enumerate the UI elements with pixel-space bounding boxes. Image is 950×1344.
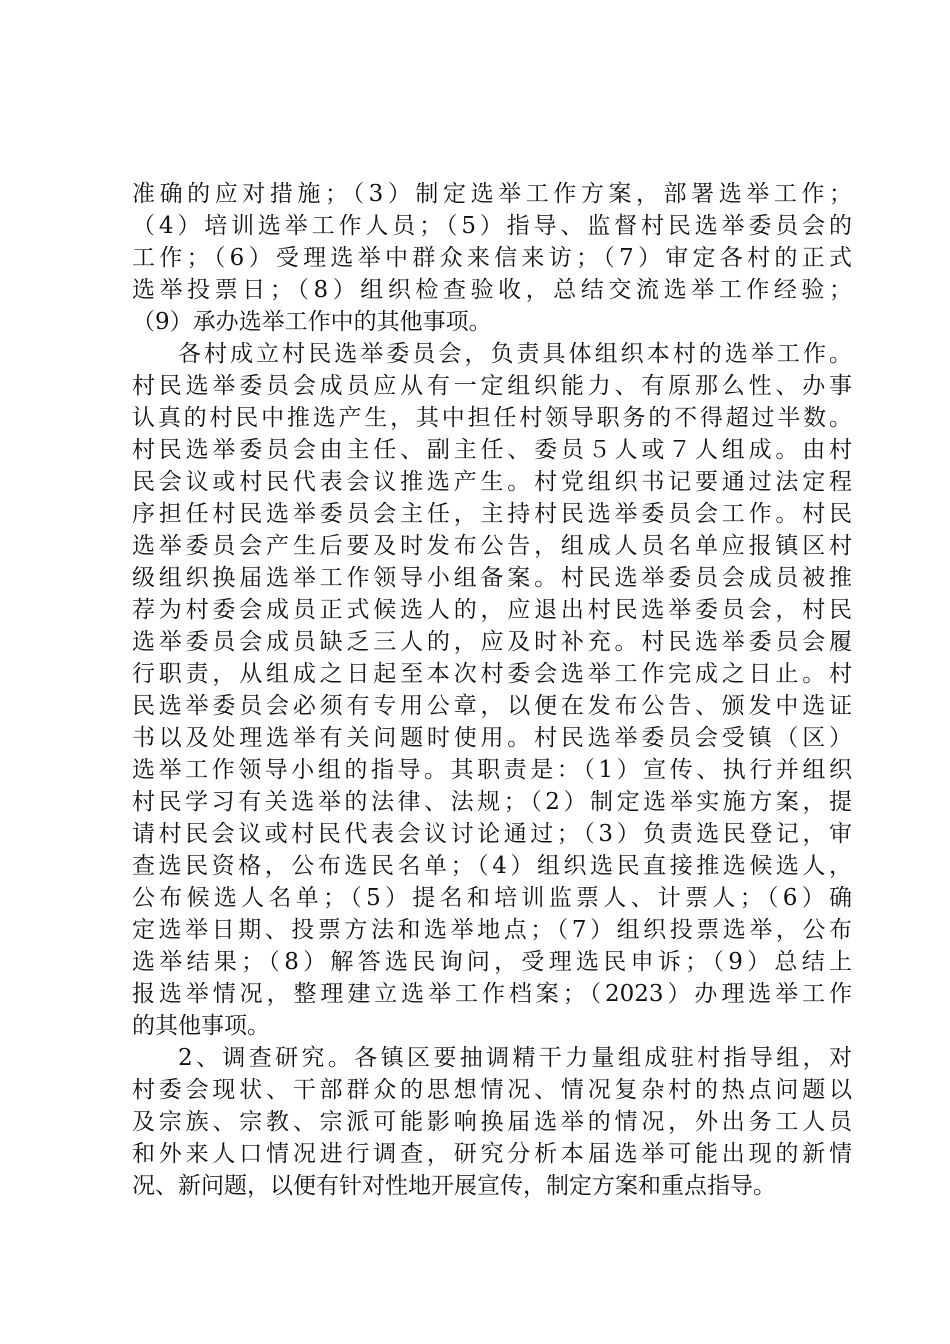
text-line: 的其他事项。 xyxy=(132,1013,270,1039)
text-line: 工作；（6）受理选举中群众来信来访；（7）审定各村的正式 xyxy=(132,245,852,271)
text-line: 选举工作领导小组的指导。其职责是：（1）宣传、执行并组织 xyxy=(132,757,852,783)
text-line: （9）承办选举工作中的其他事项。 xyxy=(132,309,492,335)
paragraph-first-line: 2、调查研究。各镇区要抽调精干力量组成驻村指导组，对 xyxy=(178,1045,852,1071)
text-line: 选举结果；（8）解答选民询问，受理选民申诉；（9）总结上 xyxy=(132,949,852,975)
text-line: 村民选举委员会成员应从有一定组织能力、有原那么性、办事 xyxy=(132,373,852,399)
text-line: 选举投票日；（8）组织检查验收，总结交流选举工作经验； xyxy=(132,277,852,303)
text-line: 查选民资格，公布选民名单；（4）组织选民直接推选候选人， xyxy=(132,853,852,879)
text-line: 认真的村民中推选产生，其中担任村领导职务的不得超过半数。 xyxy=(132,405,852,431)
text-line: 及宗族、宗教、宗派可能影响换届选举的情况，外出务工人员 xyxy=(132,1109,852,1135)
text-line: 民选举委员会必须有专用公章，以便在发布公告、颁发中选证 xyxy=(132,693,852,719)
text-line: 村民学习有关选举的法律、法规；（2）制定选举实施方案，提 xyxy=(132,789,852,815)
text-line: （4）培训选举工作人员；（5）指导、监督村民选举委员会的 xyxy=(132,213,852,239)
text-line: 定选举日期、投票方法和选举地点；（7）组织投票选举，公布 xyxy=(132,917,852,943)
text-line: 报选举情况，整理建立选举工作档案；（2023）办理选举工作 xyxy=(132,981,852,1007)
text-line: 民会议或村民代表会议推选产生。村党组织书记要通过法定程 xyxy=(132,469,852,495)
paragraph-first-line: 各村成立村民选举委员会，负责具体组织本村的选举工作。 xyxy=(178,341,852,367)
text-line: 和外来人口情况进行调查，研究分析本届选举可能出现的新情 xyxy=(132,1141,852,1167)
text-line: 请村民会议或村民代表会议讨论通过；（3）负责选民登记，审 xyxy=(132,821,852,847)
text-line: 公布候选人名单；（5）提名和培训监票人、计票人；（6）确 xyxy=(132,885,852,911)
body-text xyxy=(132,178,852,1202)
text-line: 序担任村民选举委员会主任，主持村民选举委员会工作。村民 xyxy=(132,501,852,527)
text-line: 选举委员会产生后要及时发布公告，组成人员名单应报镇区村 xyxy=(132,533,852,559)
text-line: 选举委员会成员缺乏三人的，应及时补充。村民选举委员会履 xyxy=(132,629,852,655)
text-line: 荐为村委会成员正式候选人的，应退出村民选举委员会，村民 xyxy=(132,597,852,623)
text-line: 行职责，从组成之日起至本次村委会选举工作完成之日止。村 xyxy=(132,661,852,687)
text-line: 书以及处理选举有关问题时使用。村民选举委员会受镇（区） xyxy=(132,725,852,751)
text-line: 村民选举委员会由主任、副主任、委员５人或７人组成。由村 xyxy=(132,437,852,463)
text-line: 村委会现状、干部群众的思想情况、情况复杂村的热点问题以 xyxy=(132,1077,852,1103)
text-line: 况、新问题，以便有针对性地开展宣传，制定方案和重点指导。 xyxy=(132,1173,776,1199)
text-line: 准确的应对措施；（3）制定选举工作方案，部署选举工作； xyxy=(132,181,852,207)
text-line: 级组织换届选举工作领导小组备案。村民选举委员会成员被推 xyxy=(132,565,852,591)
